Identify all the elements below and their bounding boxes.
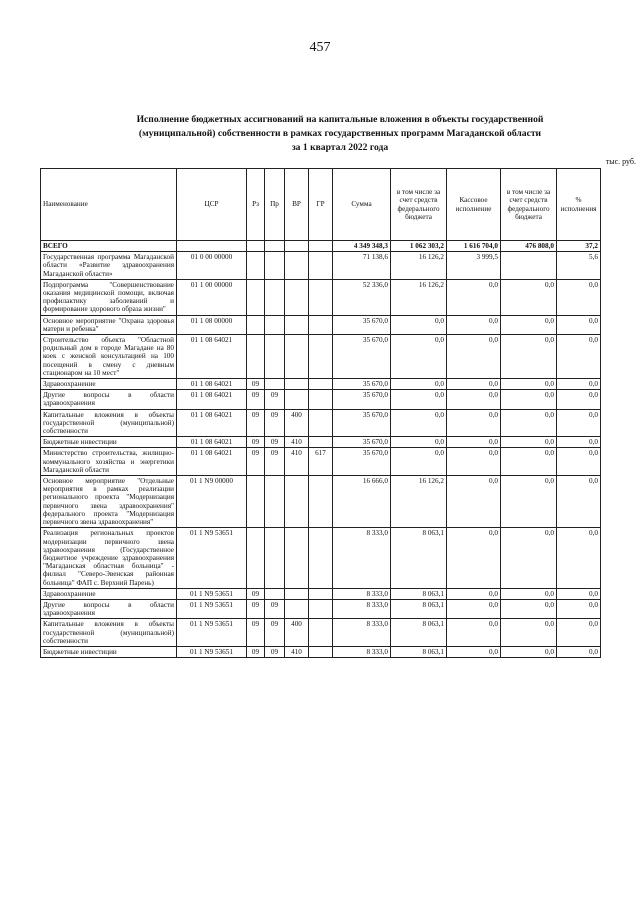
- row-pct: 0,0: [557, 448, 601, 476]
- row-rz: [247, 252, 265, 280]
- row-vr: [285, 599, 309, 618]
- row-kass-fed: 0,0: [501, 390, 557, 409]
- row-rz: [247, 335, 265, 379]
- row-csr: 01 1 N9 53651: [177, 588, 247, 599]
- row-sum: 8 333,0: [333, 599, 391, 618]
- header-fed: в том числе за счет средств федерального бюджета: [391, 169, 447, 241]
- row-kass-fed: 0,0: [501, 619, 557, 647]
- table-row: [41, 241, 601, 252]
- row-gr: [309, 599, 333, 618]
- row-vr: [285, 379, 309, 390]
- row-kass-fed: 476 808,0: [501, 241, 557, 252]
- header-kass: Кассовое исполнение: [447, 169, 501, 241]
- table-row: [41, 448, 601, 476]
- row-csr: 01 1 08 64021: [177, 335, 247, 379]
- row-name: Другие вопросы в области здравоохранения: [41, 599, 177, 618]
- row-kass-fed: 0,0: [501, 588, 557, 599]
- row-fed: 0,0: [391, 335, 447, 379]
- row-fed: 16 126,2: [391, 279, 447, 315]
- table-header-row: [41, 169, 601, 241]
- row-sum: 35 670,0: [333, 390, 391, 409]
- row-gr: [309, 252, 333, 280]
- row-vr: 410: [285, 448, 309, 476]
- row-gr: [309, 379, 333, 390]
- row-vr: [285, 315, 309, 334]
- row-vr: [285, 335, 309, 379]
- row-csr: 01 1 08 64021: [177, 390, 247, 409]
- row-pct: 0,0: [557, 528, 601, 588]
- row-fed: 0,0: [391, 379, 447, 390]
- row-pct: 37,2: [557, 241, 601, 252]
- row-sum: 35 670,0: [333, 437, 391, 448]
- row-kass-fed: [501, 252, 557, 280]
- table-body: [41, 241, 601, 658]
- row-csr: 01 1 N9 53651: [177, 619, 247, 647]
- row-sum: 35 670,0: [333, 315, 391, 334]
- row-rz: 09: [247, 390, 265, 409]
- row-fed: 16 126,2: [391, 252, 447, 280]
- row-pct: 0,0: [557, 335, 601, 379]
- header-vr: ВР: [285, 169, 309, 241]
- row-sum: 8 333,0: [333, 646, 391, 657]
- row-rz: 09: [247, 448, 265, 476]
- row-name: Бюджетные инвестиции: [41, 437, 177, 448]
- table-row: [41, 646, 601, 657]
- row-gr: [309, 588, 333, 599]
- row-gr: [309, 279, 333, 315]
- row-fed: 0,0: [391, 448, 447, 476]
- row-vr: 410: [285, 646, 309, 657]
- row-vr: [285, 588, 309, 599]
- row-pct: 0,0: [557, 646, 601, 657]
- row-rz: [247, 476, 265, 528]
- row-fed: 1 062 303,2: [391, 241, 447, 252]
- row-vr: 400: [285, 619, 309, 647]
- row-name: Основное мероприятие "Отдельные мероприятия в рамках реализации регионального проекта "Модернизация первичного звена здравоохранения" федерального проекта "Модернизация первичного звена здравоохранения": [41, 476, 177, 528]
- row-kass-fed: 0,0: [501, 409, 557, 437]
- row-kass: 0,0: [447, 619, 501, 647]
- row-csr: 01 1 08 64021: [177, 437, 247, 448]
- row-csr: 01 1 08 64021: [177, 409, 247, 437]
- row-kass-fed: 0,0: [501, 315, 557, 334]
- row-pr: 09: [265, 437, 285, 448]
- header-name: Наименование: [41, 169, 177, 241]
- row-name: Строительство объекта "Областной родильный дом в городе Магадане на 80 коек с женской консультацией на 100 посещений в смену с дневным стационаром на 10 мест": [41, 335, 177, 379]
- row-gr: 617: [309, 448, 333, 476]
- table-row: [41, 409, 601, 437]
- row-pct: 0,0: [557, 409, 601, 437]
- row-kass: 0,0: [447, 379, 501, 390]
- table-row: [41, 390, 601, 409]
- row-fed: 0,0: [391, 437, 447, 448]
- row-kass: 0,0: [447, 476, 501, 528]
- row-kass-fed: 0,0: [501, 476, 557, 528]
- row-name: Другие вопросы в области здравоохранения: [41, 390, 177, 409]
- row-vr: [285, 390, 309, 409]
- row-rz: [247, 528, 265, 588]
- title-line: за 1 квартал 2022 года: [291, 142, 389, 153]
- table-row: [41, 599, 601, 618]
- header-sum: Сумма: [333, 169, 391, 241]
- row-pct: 0,0: [557, 476, 601, 528]
- row-kass-fed: 0,0: [501, 437, 557, 448]
- page-number: 457: [309, 40, 331, 55]
- row-pct: 0,0: [557, 599, 601, 618]
- row-kass: 0,0: [447, 279, 501, 315]
- row-kass: 3 999,5: [447, 252, 501, 280]
- row-kass-fed: 0,0: [501, 646, 557, 657]
- row-vr: [285, 476, 309, 528]
- row-rz: 09: [247, 409, 265, 437]
- table-row: [41, 279, 601, 315]
- row-vr: [285, 252, 309, 280]
- row-rz: [247, 279, 265, 315]
- row-csr: 01 1 08 00000: [177, 315, 247, 334]
- row-rz: 09: [247, 619, 265, 647]
- header-kass-fed: в том числе за счет средств федерального бюджета: [501, 169, 557, 241]
- row-name: Подпрограмма "Совершенствование оказания медицинской помощи, включая профилактику заболеваний и формирование здорового образа жизни": [41, 279, 177, 315]
- row-pr: [265, 315, 285, 334]
- row-sum: 52 336,0: [333, 279, 391, 315]
- row-name: Реализация региональных проектов модернизации первичного звена здравоохранения (Государственное бюджетное учреждение здравоохранения "Магаданская областная больница" - филиал "Северо-Эвенская районная больница" ФАП с. Верхний Парень): [41, 528, 177, 588]
- title-line: (муниципальной) собственности в рамках государственных программ Магаданской области: [138, 128, 542, 139]
- row-kass-fed: 0,0: [501, 335, 557, 379]
- row-gr: [309, 476, 333, 528]
- row-kass: 0,0: [447, 448, 501, 476]
- row-rz: 09: [247, 588, 265, 599]
- row-kass: 0,0: [447, 390, 501, 409]
- row-kass-fed: 0,0: [501, 599, 557, 618]
- row-pr: 09: [265, 448, 285, 476]
- table-row: [41, 315, 601, 334]
- header-csr: ЦСР: [177, 169, 247, 241]
- row-pr: 09: [265, 390, 285, 409]
- row-csr: 01 1 N9 00000: [177, 476, 247, 528]
- row-kass: 0,0: [447, 437, 501, 448]
- header-pr: Пр: [265, 169, 285, 241]
- row-kass-fed: 0,0: [501, 528, 557, 588]
- row-sum: 8 333,0: [333, 528, 391, 588]
- row-pct: 0,0: [557, 390, 601, 409]
- row-fed: 0,0: [391, 409, 447, 437]
- row-fed: 8 063,1: [391, 619, 447, 647]
- execution-table: [40, 168, 601, 658]
- row-rz: [247, 315, 265, 334]
- row-vr: 410: [285, 437, 309, 448]
- row-csr: 01 1 08 64021: [177, 379, 247, 390]
- row-fed: 8 063,1: [391, 646, 447, 657]
- row-sum: 35 670,0: [333, 448, 391, 476]
- row-name: Министерство строительства, жилищно-коммунального хозяйства и энергетики Магаданской области: [41, 448, 177, 476]
- table-row: [41, 379, 601, 390]
- row-gr: [309, 619, 333, 647]
- row-pct: 0,0: [557, 619, 601, 647]
- row-kass: 0,0: [447, 315, 501, 334]
- row-name: Здравоохранение: [41, 588, 177, 599]
- row-sum: 35 670,0: [333, 409, 391, 437]
- row-gr: [309, 315, 333, 334]
- row-pr: [265, 241, 285, 252]
- table-row: [41, 335, 601, 379]
- row-vr: [285, 528, 309, 588]
- row-name: Капитальные вложения в объекты государственной (муниципальной) собственности: [41, 409, 177, 437]
- row-pr: [265, 379, 285, 390]
- row-csr: 01 1 N9 53651: [177, 599, 247, 618]
- row-kass: 0,0: [447, 588, 501, 599]
- row-pr: [265, 528, 285, 588]
- row-gr: [309, 437, 333, 448]
- row-gr: [309, 409, 333, 437]
- row-pr: [265, 588, 285, 599]
- row-pr: 09: [265, 646, 285, 657]
- row-rz: 09: [247, 599, 265, 618]
- row-kass-fed: 0,0: [501, 379, 557, 390]
- row-pr: [265, 279, 285, 315]
- row-csr: 01 1 00 00000: [177, 279, 247, 315]
- row-fed: 8 063,1: [391, 599, 447, 618]
- table-row: [41, 252, 601, 280]
- document-title: [60, 113, 620, 155]
- row-pr: [265, 335, 285, 379]
- row-csr: 01 1 08 64021: [177, 448, 247, 476]
- row-sum: 8 333,0: [333, 588, 391, 599]
- row-name: Основное мероприятие "Охрана здоровья матери и ребенка": [41, 315, 177, 334]
- row-vr: [285, 279, 309, 315]
- table-row: [41, 476, 601, 528]
- row-kass: 0,0: [447, 646, 501, 657]
- row-sum: 35 670,0: [333, 335, 391, 379]
- row-csr: 01 1 N9 53651: [177, 528, 247, 588]
- row-rz: 09: [247, 379, 265, 390]
- row-pct: 0,0: [557, 379, 601, 390]
- row-sum: 8 333,0: [333, 619, 391, 647]
- row-pct: 0,0: [557, 437, 601, 448]
- row-csr: 01 0 00 00000: [177, 252, 247, 280]
- row-pct: 0,0: [557, 588, 601, 599]
- row-gr: [309, 390, 333, 409]
- row-kass: 0,0: [447, 528, 501, 588]
- header-gr: ГР: [309, 169, 333, 241]
- row-name: Капитальные вложения в объекты государственной (муниципальной) собственности: [41, 619, 177, 647]
- row-name: Бюджетные инвестиции: [41, 646, 177, 657]
- row-name: Государственная программа Магаданской области «Развитие здравоохранения Магаданской области»: [41, 252, 177, 280]
- row-gr: [309, 646, 333, 657]
- row-gr: [309, 528, 333, 588]
- row-rz: [247, 241, 265, 252]
- row-kass: 0,0: [447, 335, 501, 379]
- row-pr: [265, 252, 285, 280]
- table-row: [41, 528, 601, 588]
- row-vr: 400: [285, 409, 309, 437]
- row-gr: [309, 335, 333, 379]
- row-pct: 0,0: [557, 315, 601, 334]
- row-rz: 09: [247, 646, 265, 657]
- row-name: ВСЕГО: [41, 241, 177, 252]
- row-gr: [309, 241, 333, 252]
- row-kass: 1 616 704,0: [447, 241, 501, 252]
- row-kass: 0,0: [447, 409, 501, 437]
- row-pr: 09: [265, 409, 285, 437]
- row-fed: 8 063,1: [391, 528, 447, 588]
- row-pct: 5,6: [557, 252, 601, 280]
- row-sum: 4 349 348,3: [333, 241, 391, 252]
- table-row: [41, 437, 601, 448]
- header-pct: % исполнения: [557, 169, 601, 241]
- row-kass-fed: 0,0: [501, 279, 557, 315]
- row-name: Здравоохранение: [41, 379, 177, 390]
- table-row: [41, 588, 601, 599]
- row-vr: [285, 241, 309, 252]
- row-pr: [265, 476, 285, 528]
- row-fed: 16 126,2: [391, 476, 447, 528]
- row-kass-fed: 0,0: [501, 448, 557, 476]
- row-sum: 35 670,0: [333, 379, 391, 390]
- row-pr: 09: [265, 619, 285, 647]
- row-pct: 0,0: [557, 279, 601, 315]
- row-csr: [177, 241, 247, 252]
- row-rz: 09: [247, 437, 265, 448]
- row-kass: 0,0: [447, 599, 501, 618]
- row-sum: 71 138,6: [333, 252, 391, 280]
- header-rz: Рз: [247, 169, 265, 241]
- table-row: [41, 619, 601, 647]
- row-sum: 16 666,0: [333, 476, 391, 528]
- row-fed: 8 063,1: [391, 588, 447, 599]
- title-line: Исполнение бюджетных ассигнований на капитальные вложения в объекты государственной: [136, 114, 544, 125]
- unit-label: тыс. руб.: [605, 157, 636, 166]
- row-fed: 0,0: [391, 315, 447, 334]
- row-fed: 0,0: [391, 390, 447, 409]
- row-pr: 09: [265, 599, 285, 618]
- row-csr: 01 1 N9 53651: [177, 646, 247, 657]
